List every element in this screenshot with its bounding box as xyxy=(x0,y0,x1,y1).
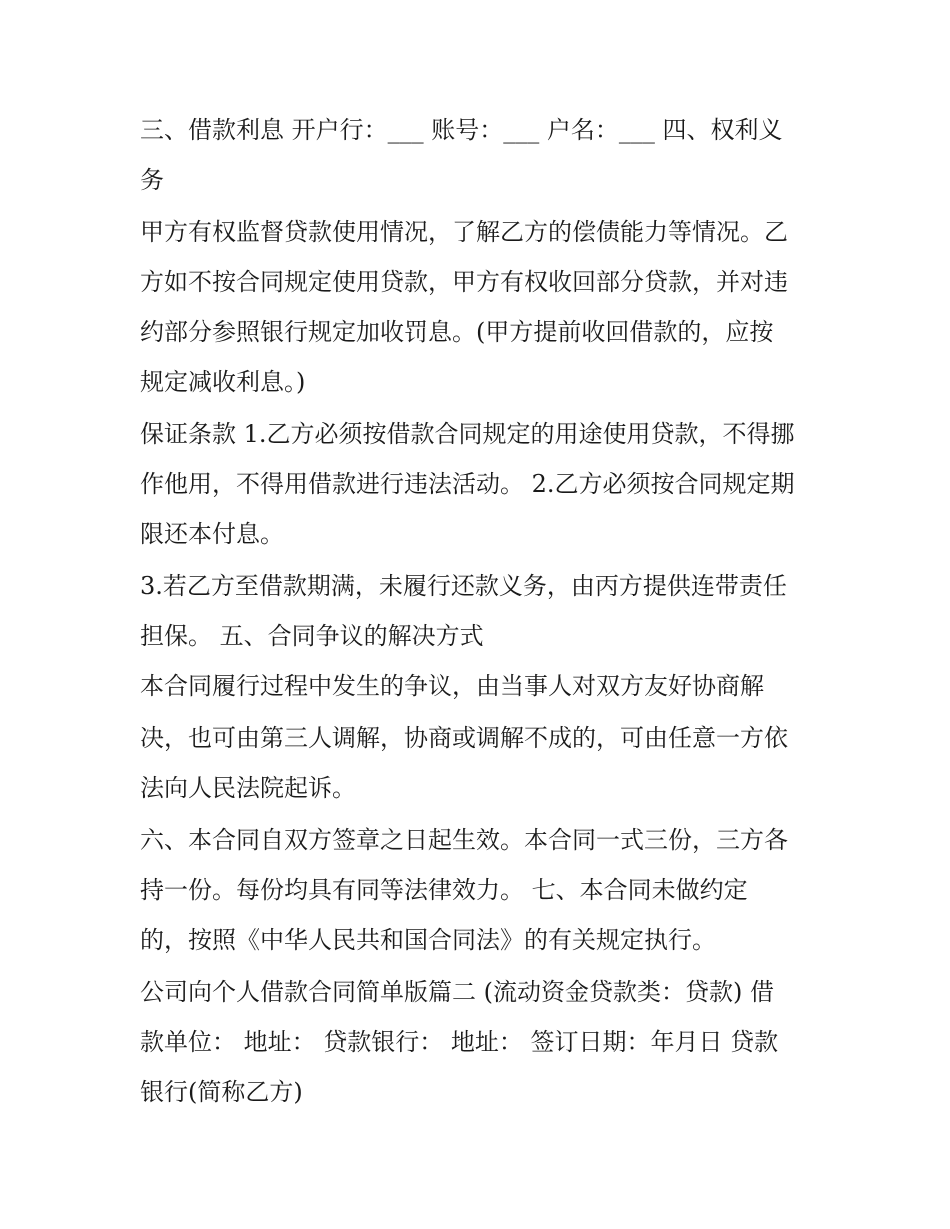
text-line: 本合同履行过程中发生的争议，由当事人对双方友好协商解 xyxy=(140,672,764,700)
text-line: 款单位： 地址： 贷款银行： 地址： 签订日期：年月日 贷款 xyxy=(140,1028,779,1056)
text-line: 3.若乙方至借款期满，未履行还款义务，由丙方提供连带责任 xyxy=(140,572,787,600)
text-line: 三、借款利息 开户行：___ 账号：___ 户名：___ 四、权利义 xyxy=(140,116,783,144)
text-line: 的，按照《中华人民共和国合同法》的有关规定执行。 xyxy=(140,926,716,954)
text-line: 银行(简称乙方) xyxy=(140,1078,303,1106)
text-line: 法向人民法院起诉。 xyxy=(140,774,356,802)
text-line: 务 xyxy=(140,166,164,194)
text-line: 作他用，不得用借款进行违法活动。 2.乙方必须按合同规定期 xyxy=(140,470,795,498)
text-line: 规定减收利息。) xyxy=(140,368,306,396)
text-line: 保证条款 1.乙方必须按借款合同规定的用途使用贷款，不得挪 xyxy=(140,420,795,448)
text-line: 甲方有权监督贷款使用情况，了解乙方的偿债能力等情况。乙 xyxy=(140,218,788,246)
text-line: 方如不按合同规定使用贷款，甲方有权收回部分贷款，并对违 xyxy=(140,268,788,296)
text-line: 持一份。每份均具有同等法律效力。 七、本合同未做约定 xyxy=(140,876,748,904)
text-line: 六、本合同自双方签章之日起生效。本合同一式三份，三方各 xyxy=(140,826,788,854)
text-line: 约部分参照银行规定加收罚息。(甲方提前收回借款的，应按 xyxy=(140,318,774,346)
text-line: 公司向个人借款合同简单版篇二 (流动资金贷款类：贷款) 借 xyxy=(140,978,774,1006)
text-line: 担保。 五、合同争议的解决方式 xyxy=(140,622,484,650)
text-line: 限还本付息。 xyxy=(140,520,284,548)
text-line: 决，也可由第三人调解，协商或调解不成的，可由任意一方依 xyxy=(140,724,788,752)
